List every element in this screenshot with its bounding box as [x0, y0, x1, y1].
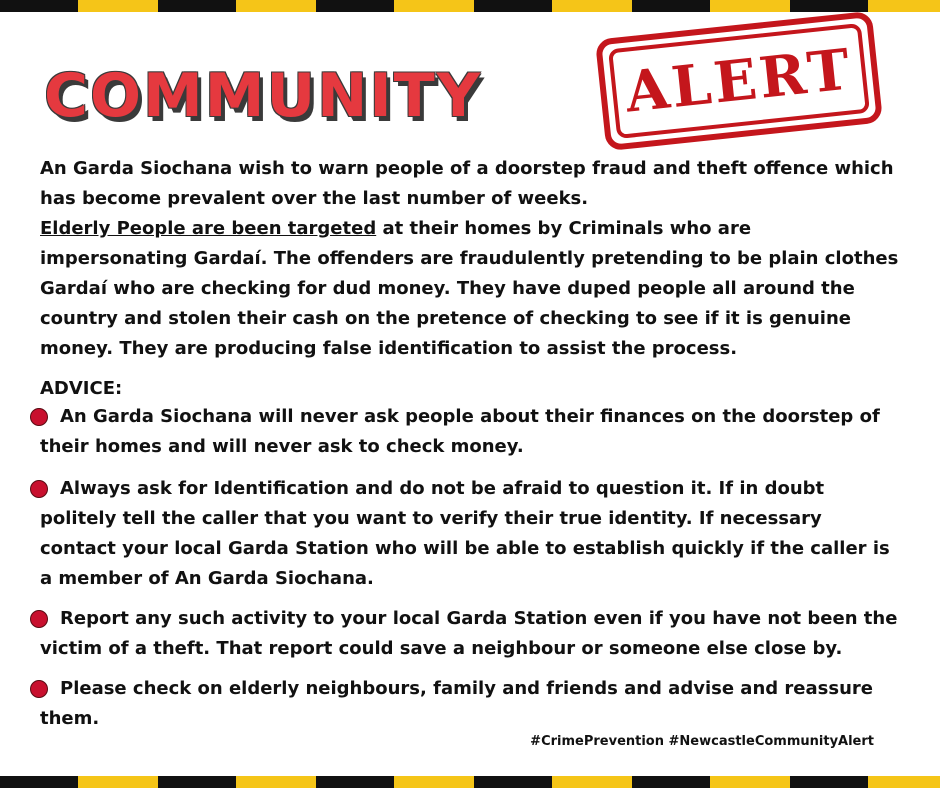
- hazard-stripe-top: [0, 0, 940, 12]
- hashtags-footer: #CrimePrevention #NewcastleCommunityAlert: [530, 734, 874, 749]
- advice-item: Always ask for Identification and do not be afraid to question it. If in doubt politely tell the caller that you want to verify their true identity. If necessary contact your local Garda Station who will be able to establish quickly if the caller is a member of An Garda Siochana.: [40, 478, 890, 589]
- hazard-stripe-bottom: [0, 776, 940, 788]
- stamp-word: ALERT: [622, 36, 856, 126]
- intro-paragraph: [40, 154, 900, 364]
- intro-line-2: at their homes by Criminals who are impersonating Gardaí. The offenders are fraudulently pretending to be plain clothes Gardaí who are checking for dud money. They have duped people all around the country and stolen their cash on the pretence of checking to see if it is genuine money. They are producing false identification to assist the process.: [40, 218, 899, 359]
- page-title: COMMUNITY: [44, 61, 483, 131]
- intro-line-1: An Garda Siochana wish to warn people of a doorstep fraud and theft offence which has become prevalent over the last number of weeks.: [40, 158, 894, 209]
- advice-item: Please check on elderly neighbours, family and friends and advise and reassure them.: [40, 678, 873, 729]
- alert-stamp: [595, 11, 883, 151]
- advice-item: An Garda Siochana will never ask people about their finances on the doorstep of their homes and will never ask to check money.: [40, 406, 880, 457]
- intro-underlined-text: Elderly People are been targeted: [40, 218, 377, 239]
- advice-item: Report any such activity to your local Garda Station even if you have not been the victim of a theft. That report could save a neighbour or someone else close by.: [40, 608, 898, 659]
- advice-heading: ADVICE:: [40, 378, 123, 399]
